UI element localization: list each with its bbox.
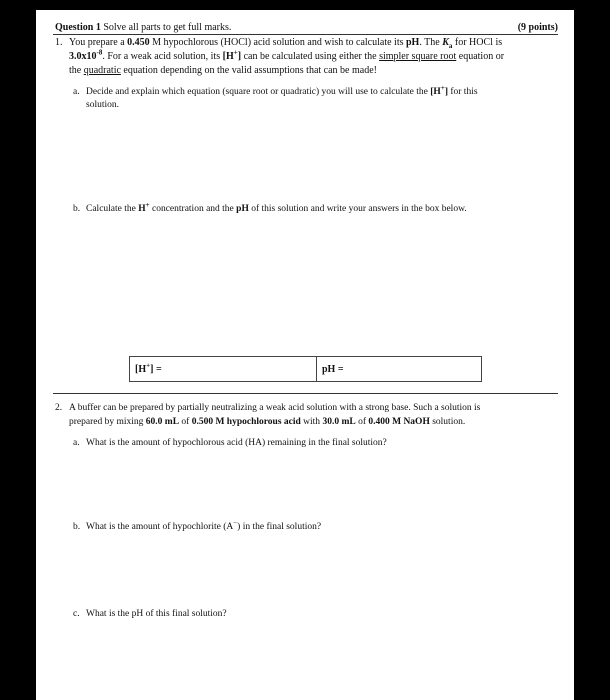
part-a-line2: solution. <box>86 100 119 110</box>
q2-part-c-label: c. <box>73 609 80 619</box>
question2-line1: A buffer can be prepared by partially neutralizing a weak acid solution with a strong base. Such a solution is <box>69 403 481 413</box>
question1-header <box>55 21 231 34</box>
ph-cell[interactable]: pH = <box>322 364 344 375</box>
part-b-label: b. <box>73 204 81 214</box>
question2-line2: prepared by mixing 60.0 mL of 0.500 M hypochlorous acid with 30.0 mL of 0.400 M NaOH solution. <box>69 417 466 427</box>
part-a-label: a. <box>73 87 80 97</box>
answer-box <box>129 356 482 382</box>
ka-value: $3.0x10^{-8}$ <box>69 48 103 62</box>
document-page <box>36 10 574 700</box>
q2-part-a-text: What is the amount of hypochlorous acid (HA) remaining in the final solution? <box>86 438 387 448</box>
question-divider-rule <box>53 393 558 394</box>
quadratic-link: quadratic <box>83 65 121 76</box>
q2-part-a-label: a. <box>73 438 80 448</box>
header-rule <box>53 34 558 35</box>
simpler-square-root-link: simpler square root <box>379 51 457 62</box>
part-b-text: Calculate the H+ concentration and the pH of this solution and write your answers in the box below. <box>86 200 467 214</box>
question1-points: (9 points) <box>517 22 558 33</box>
q2-part-b-label: b. <box>73 522 81 532</box>
item1-line3: the quadratic equation depending on the valid assumptions that can be made! <box>69 65 377 76</box>
item1-number: 1. <box>55 37 63 48</box>
part-a-line1: Decide and explain which equation (square root or quadratic) you will use to calculate the [H+] for this <box>86 83 478 97</box>
question1-instruction: Solve all parts to get full marks. <box>103 22 232 33</box>
hocl-concentration: 0.450 <box>127 37 150 48</box>
item1-line1: You prepare a 0.450 M hypochlorous (HOCl) acid solution and wish to calculate its pH. The $K_a$ for HOCl is <box>69 37 503 50</box>
q2-part-c-text: What is the pH of this final solution? <box>86 609 227 619</box>
q2-part-b-text: What is the amount of hypochlorite (A−) in the final solution? <box>86 518 322 532</box>
question1-title: Question 1 <box>55 22 101 33</box>
answer-box-divider <box>316 357 317 381</box>
item1-line2: $3.0x10^{-8}$. For a weak acid solution, its [H+] can be calculated using either the simpler square root equation or <box>69 48 505 62</box>
question2-number: 2. <box>55 403 63 413</box>
h-concentration-cell[interactable]: [H+] = <box>135 361 162 375</box>
